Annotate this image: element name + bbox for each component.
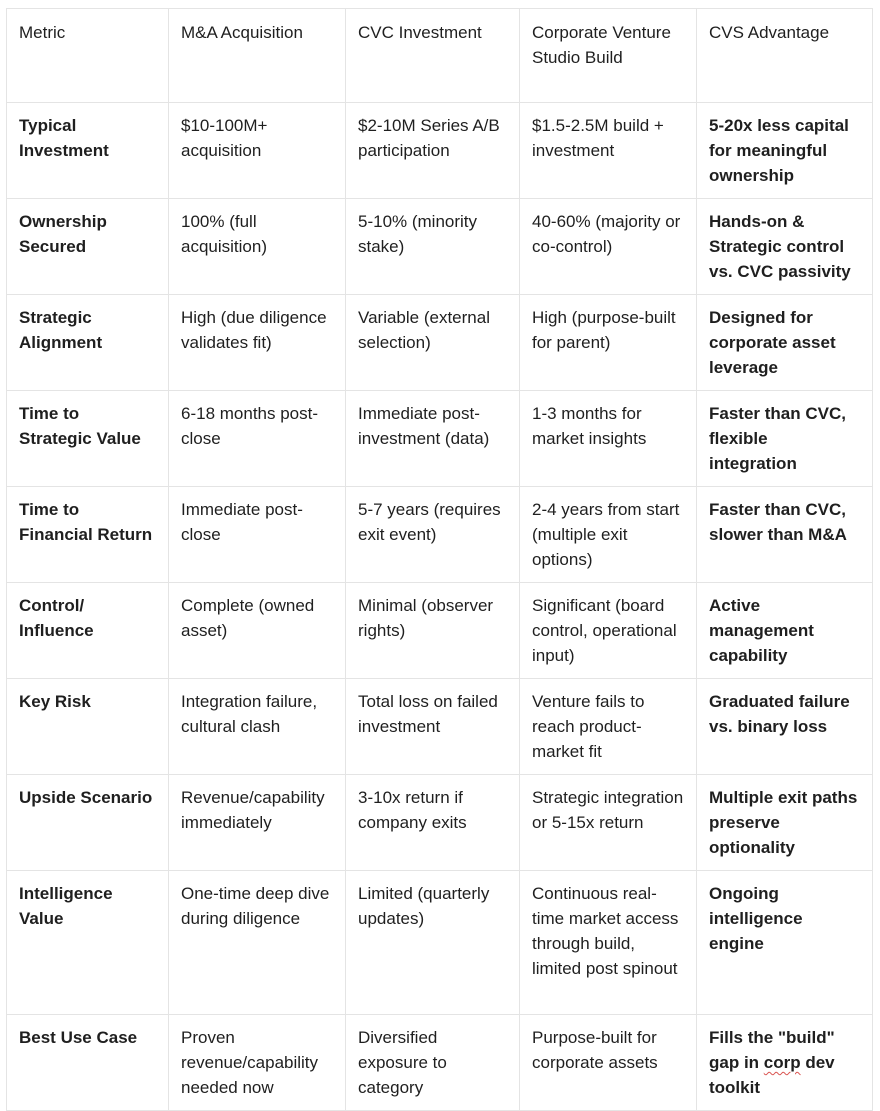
table-row	[7, 583, 873, 679]
table-cell: $10-100M+ acquisition	[169, 103, 346, 199]
table-cell: 100% (full acquisition)	[169, 199, 346, 295]
table-cell: Immediate post-investment (data)	[346, 391, 520, 487]
table-row	[7, 103, 873, 199]
table-cell: Minimal (observer rights)	[346, 583, 520, 679]
advantage-cell: Graduated failure vs. binary loss	[697, 679, 873, 775]
header-cell-studio: Corporate Venture Studio Build	[520, 9, 697, 103]
table-cell: Total loss on failed investment	[346, 679, 520, 775]
table-row	[7, 775, 873, 871]
table-row	[7, 1015, 873, 1111]
table-cell: Immediate post-close	[169, 487, 346, 583]
metric-cell: Ownership Secured	[7, 199, 169, 295]
advantage-cell: Faster than CVC, flexible integration	[697, 391, 873, 487]
table-cell: 5-7 years (requires exit event)	[346, 487, 520, 583]
table-cell: 2-4 years from start (multiple exit options)	[520, 487, 697, 583]
table-row	[7, 871, 873, 1015]
metric-cell: Typical Investment	[7, 103, 169, 199]
header-cell-ma: M&A Acquisition	[169, 9, 346, 103]
advantage-cell: Designed for corporate asset leverage	[697, 295, 873, 391]
table-cell: 3-10x return if company exits	[346, 775, 520, 871]
table-cell: $1.5-2.5M build + investment	[520, 103, 697, 199]
table-cell: 1-3 months for market insights	[520, 391, 697, 487]
table-cell: Diversified exposure to category	[346, 1015, 520, 1111]
table-cell: Variable (external selection)	[346, 295, 520, 391]
advantage-cell: Multiple exit paths preserve optionality	[697, 775, 873, 871]
table-cell: Venture fails to reach product-market fit	[520, 679, 697, 775]
cell-text: Fills the "build" gap in	[709, 1028, 835, 1072]
header-cell-cvc: CVC Investment	[346, 9, 520, 103]
advantage-cell: Active management capability	[697, 583, 873, 679]
comparison-table	[6, 8, 873, 1111]
metric-cell: Upside Scenario	[7, 775, 169, 871]
table-row	[7, 487, 873, 583]
metric-cell: Best Use Case	[7, 1015, 169, 1111]
advantage-cell: 5-20x less capital for meaningful ownership	[697, 103, 873, 199]
header-cell-advantage: CVS Advantage	[697, 9, 873, 103]
metric-cell: Control/ Influence	[7, 583, 169, 679]
advantage-cell: Faster than CVC, slower than M&A	[697, 487, 873, 583]
table-cell: Complete (owned asset)	[169, 583, 346, 679]
metric-cell: Strategic Alignment	[7, 295, 169, 391]
advantage-cell	[697, 1015, 873, 1111]
advantage-cell: Ongoing intelligence engine	[697, 871, 873, 1015]
metric-cell: Intelligence Value	[7, 871, 169, 1015]
advantage-cell: Hands-on & Strategic control vs. CVC passivity	[697, 199, 873, 295]
cell-text: dev toolkit	[709, 1053, 835, 1097]
table-cell: High (purpose-built for parent)	[520, 295, 697, 391]
header-cell-metric: Metric	[7, 9, 169, 103]
table-row	[7, 391, 873, 487]
table-row	[7, 679, 873, 775]
metric-cell: Time to Strategic Value	[7, 391, 169, 487]
table-cell: High (due diligence validates fit)	[169, 295, 346, 391]
table-cell: Revenue/capability immediately	[169, 775, 346, 871]
table-cell: Continuous real-time market access through build, limited post spinout	[520, 871, 697, 1015]
spellcheck-word[interactable]: corp	[763, 1053, 801, 1072]
metric-cell: Time to Financial Return	[7, 487, 169, 583]
table-header-row	[7, 9, 873, 103]
table-cell: One-time deep dive during diligence	[169, 871, 346, 1015]
table-cell: Purpose-built for corporate assets	[520, 1015, 697, 1111]
table-cell: Proven revenue/capability needed now	[169, 1015, 346, 1111]
table-cell: 5-10% (minority stake)	[346, 199, 520, 295]
table-row	[7, 199, 873, 295]
table-cell: 40-60% (majority or co-control)	[520, 199, 697, 295]
table-cell: 6-18 months post-close	[169, 391, 346, 487]
table-row	[7, 295, 873, 391]
metric-cell: Key Risk	[7, 679, 169, 775]
table-cell: Significant (board control, operational input)	[520, 583, 697, 679]
table-cell: $2-10M Series A/B participation	[346, 103, 520, 199]
table-cell: Limited (quarterly updates)	[346, 871, 520, 1015]
table-cell: Strategic integration or 5-15x return	[520, 775, 697, 871]
table-cell: Integration failure, cultural clash	[169, 679, 346, 775]
